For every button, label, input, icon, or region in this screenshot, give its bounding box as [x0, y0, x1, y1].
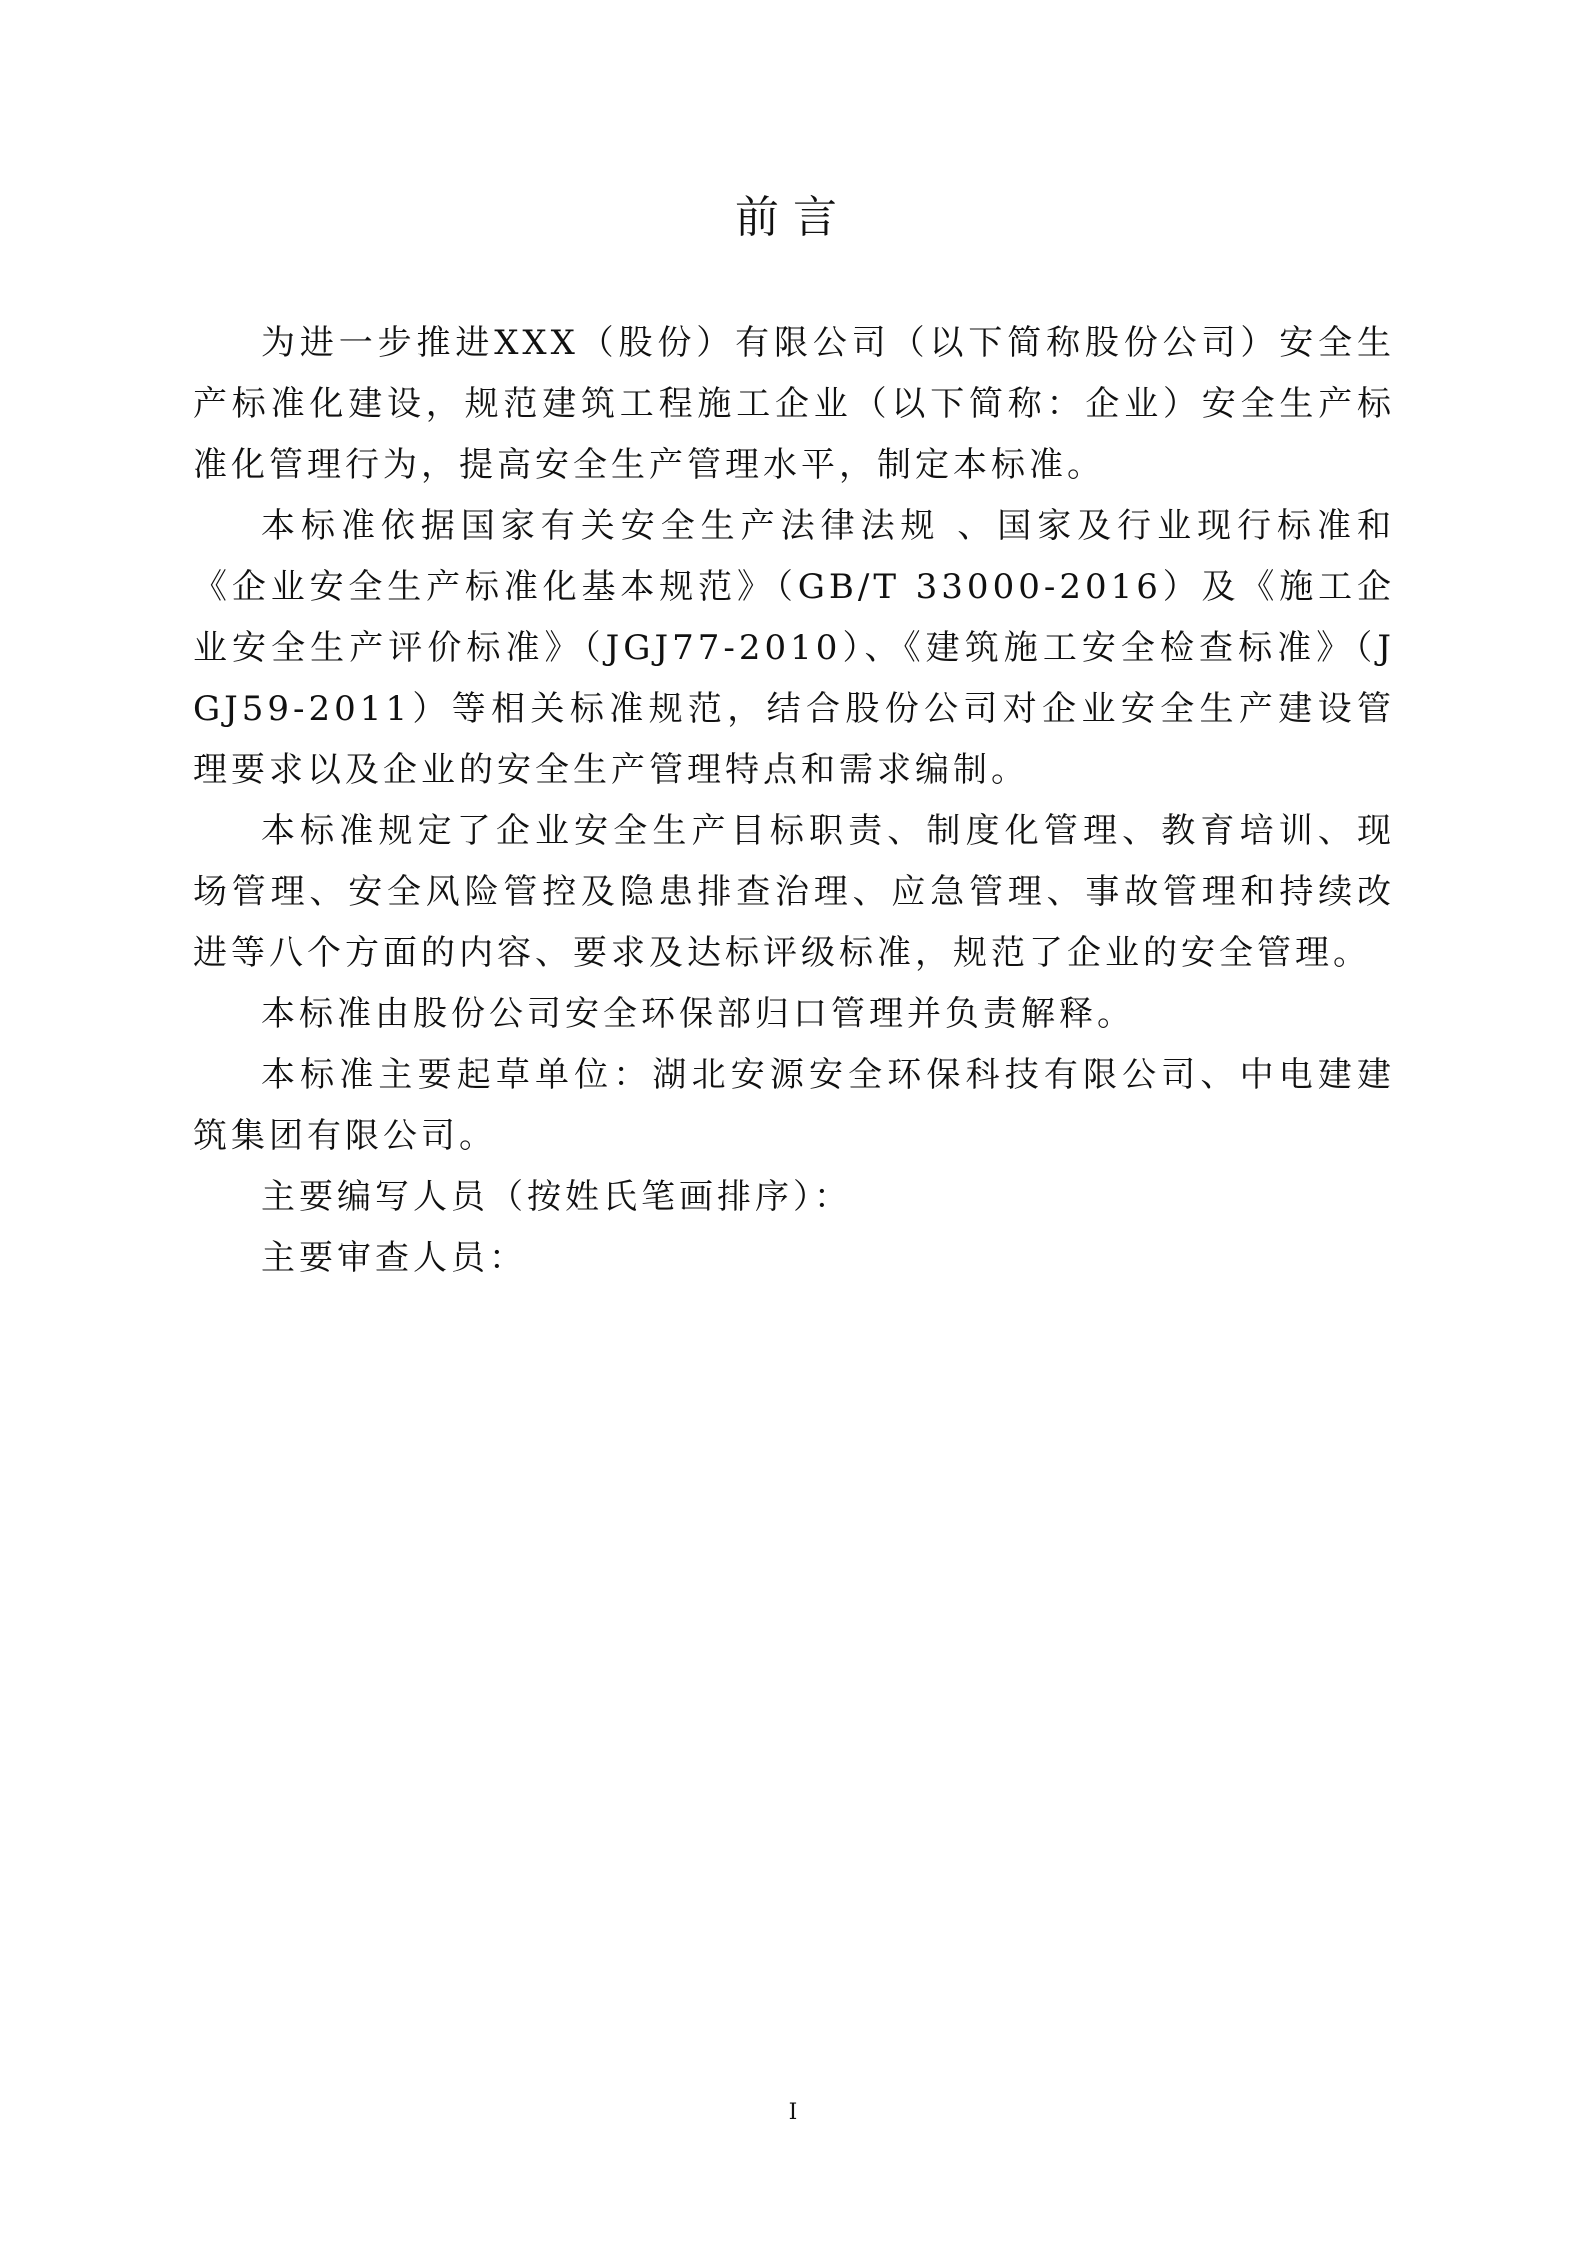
paragraph-purpose: 为进一步推进XXX（股份）有限公司（以下简称股份公司）安全生产标准化建设，规范建筑工程施工企业（以下简称：企业）安全生产标准化管理行为，提高安全生产管理水平，制定本标准。 [193, 323, 1395, 485]
foreword-body [193, 313, 1395, 1289]
paragraph-interpretation: 本标准由股份公司安全环保部归口管理并负责解释。 [261, 994, 1135, 1034]
paragraph-scope: 本标准规定了企业安全生产目标职责、制度化管理、教育培训、现场管理、安全风险管控及隐患排查治理、应急管理、事故管理和持续改进等八个方面的内容、要求及达标评级标准，规范了企业的安全管理。 [193, 811, 1395, 973]
paragraph-main-reviewers: 主要审查人员： [261, 1238, 527, 1278]
paragraph-drafting-units: 本标准主要起草单位：湖北安源安全环保科技有限公司、中电建建筑集团有限公司。 [193, 1055, 1395, 1156]
paragraph-basis: 本标准依据国家有关安全生产法律法规 、国家及行业现行标准和《企业安全生产标准化基本规范》（GB/T 33000-2016）及《施工企业安全生产评价标准》（JGJ77-2010）、《建筑施工安全检查标准》（JGJ59-2011）等相关标准规范，结合股份公司对企业安全生产建设管理要求以及企业的安全生产管理特点和需求编制。 [193, 506, 1395, 790]
page-title: 前言 [735, 192, 851, 243]
paragraph-main-authors: 主要编写人员（按姓氏笔画排序）： [261, 1177, 852, 1217]
page-number: I [788, 2100, 798, 2125]
